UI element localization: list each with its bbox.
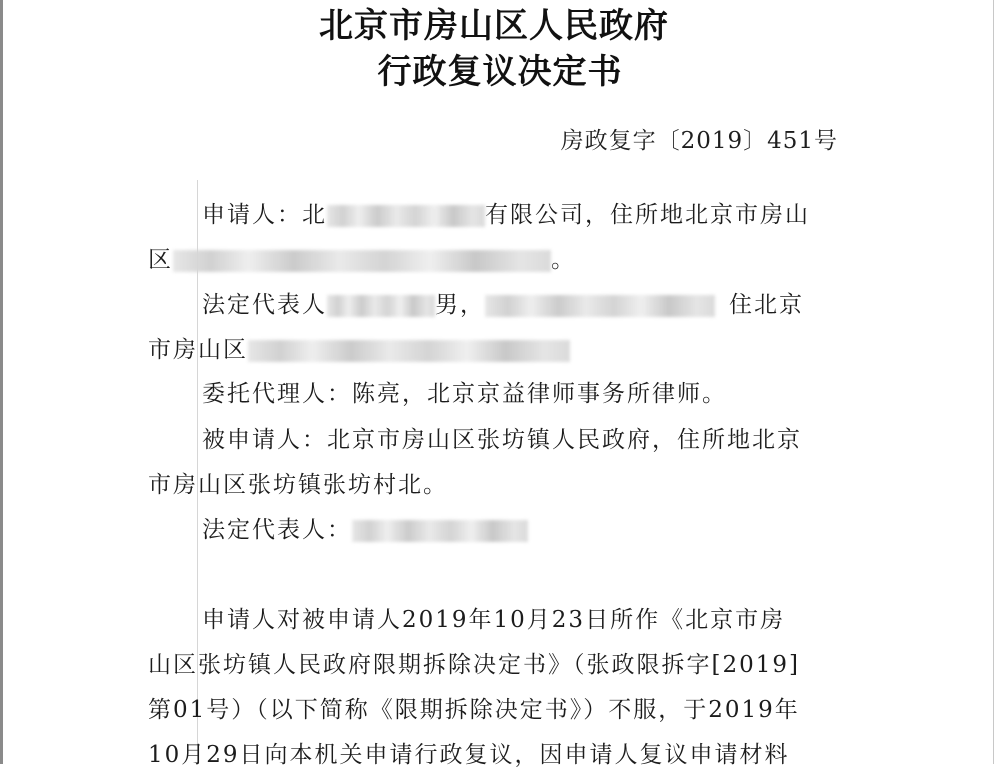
redacted-rep-address [248, 340, 570, 362]
legal-representative-line [202, 286, 804, 319]
page-right-edge [993, 0, 994, 764]
body-line-3: 第01号）（以下简称《限期拆除决定书》）不服，于2019年 [148, 697, 800, 723]
redacted-rep-name [327, 295, 435, 317]
applicant-label: 申请人：北 [202, 202, 327, 228]
document-number: 房政复字〔2019〕451号 [560, 128, 838, 154]
legal-representative-address-line [148, 331, 570, 364]
legal-rep-address-start: 市房山区 [148, 337, 248, 363]
body-line-2: 山区张坊镇人民政府限期拆除决定书》（张政限拆字[2019] [148, 652, 800, 678]
applicant-address-end: 。 [551, 247, 576, 273]
document-title-line-1: 北京市房山区人民政府 [319, 6, 669, 46]
redacted-company-name [327, 205, 485, 227]
redacted-applicant-address [173, 250, 551, 272]
respondent-address-line: 市房山区张坊镇张坊村北。 [148, 472, 448, 498]
respondent-representative-line [202, 511, 528, 544]
legal-rep-residence: 住北京 [729, 292, 804, 318]
legal-rep-gender: 男， [435, 292, 485, 318]
legal-rep-label: 法定代表人 [202, 292, 327, 318]
agent-line: 委托代理人：陈亮，北京京益律师事务所律师。 [202, 381, 727, 407]
applicant-address-start: 区 [148, 247, 173, 273]
page-left-edge [0, 0, 3, 764]
body-line-1: 申请人对被申请人2019年10月23日所作《北京市房 [202, 607, 786, 633]
applicant-line [202, 196, 810, 229]
redacted-respondent-rep-name [352, 520, 528, 542]
document-title-line-2: 行政复议决定书 [377, 52, 623, 92]
applicant-address-line [148, 241, 576, 274]
respondent-line: 被申请人：北京市房山区张坊镇人民政府，住所地北京 [202, 427, 802, 453]
applicant-company-suffix: 有限公司，住所地北京市房山 [485, 202, 810, 228]
respondent-rep-label: 法定代表人： [202, 517, 352, 543]
body-line-4: 10月29日向本机关申请行政复议，因申请人复议申请材料 [148, 742, 790, 768]
redacted-rep-info [485, 295, 715, 317]
